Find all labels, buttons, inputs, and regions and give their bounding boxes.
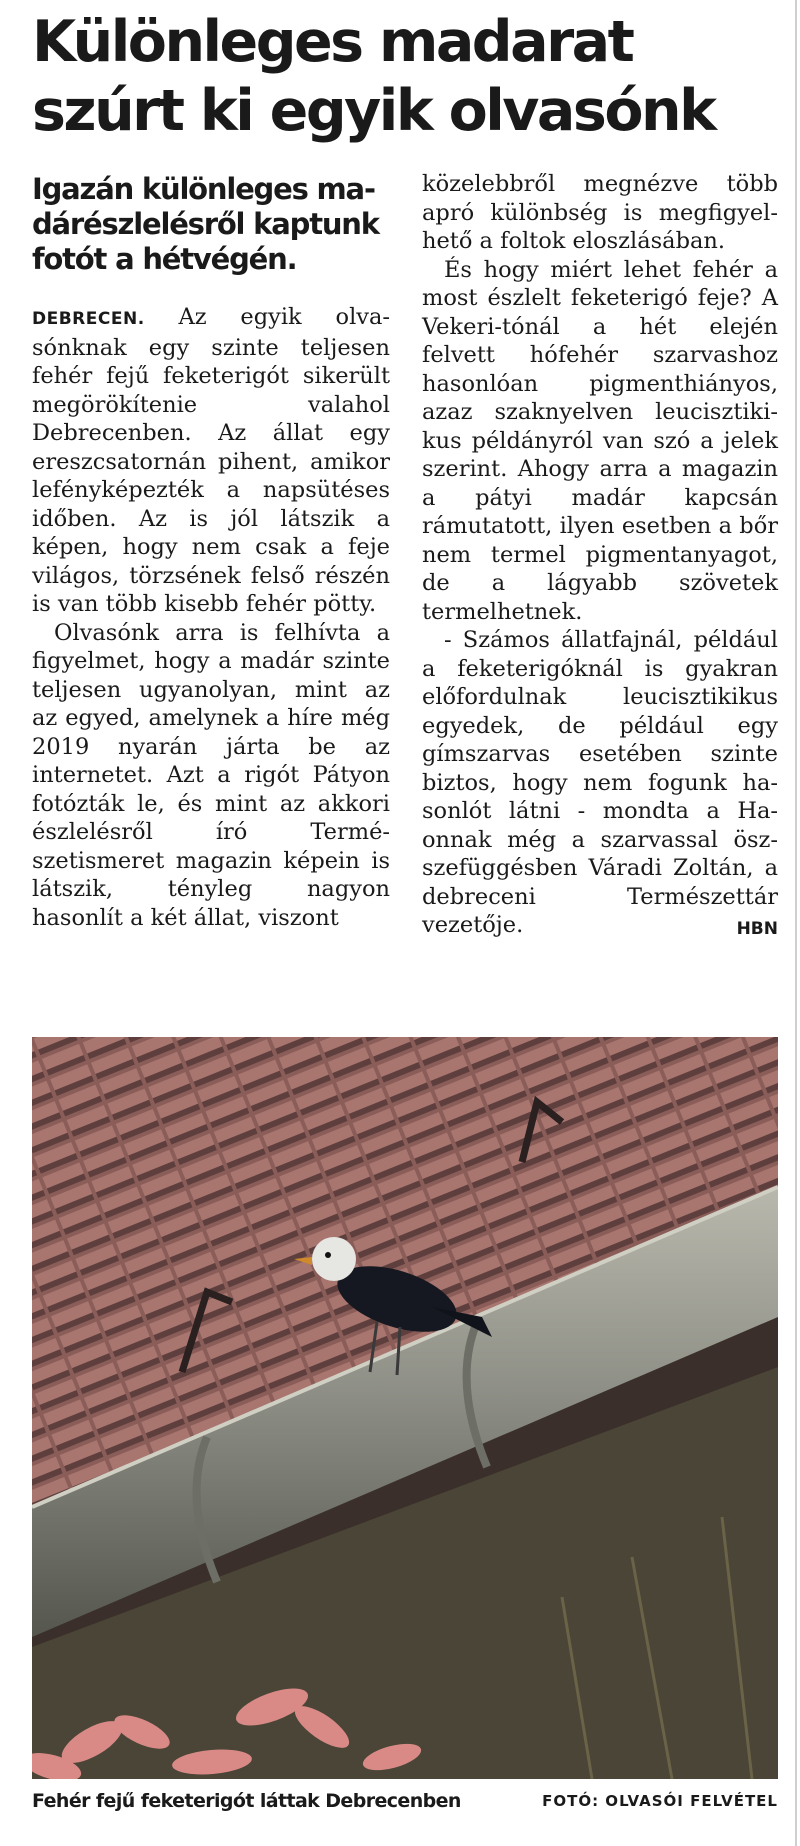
blackbird-on-gutter-photo (32, 1037, 778, 1779)
article-column-2 (422, 170, 778, 944)
page-edge-rule (795, 0, 797, 1846)
dateline: DEBRECEN. (32, 309, 145, 329)
article-paragraph: közelebbről megnézve több apró különbség is megfigyelhető a foltok eloszlásában. (422, 171, 778, 254)
article-paragraph (422, 626, 778, 940)
article-photo (32, 1037, 778, 1779)
author-signature: HBN (736, 919, 778, 939)
white-head (312, 1237, 356, 1281)
article-paragraph: És hogy miért lehet fehér a most észlelt feketerigó feje? A Vekeri-tónál a hét elején felvett hófehér szarvashoz hasonlóan pigmenthiányos, azaz szaknyelven leucisztikikus példányról van szó a jelek szerint. Ahogy arra a magazin a pátyi madár kapcsán rámutatott, ilyen esetben a bőr nem termel pigmentanyagot, de a lágyabb szövetek termelhetnek. (422, 256, 778, 625)
photo-credit: FOTÓ: OLVASÓI FELVÉTEL (542, 1792, 778, 1810)
lead-paragraph: Igazán különleges madárészlelésről kaptunk fotót a hétvégén. (32, 172, 379, 276)
article-paragraph (32, 303, 390, 619)
paragraph-text: - Számos állatfajnál, például a feketerigóknál is gyakran előfordulnak leucisztikikus egyedek, de például egy gímszarvas esetében szinte biztos, hogy nem fogunk hasonlót látni - mondta a Haonnak még a szarvassal öszszefüggésben Váradi Zoltán, a debreceni Természettár vezetője. (422, 627, 778, 938)
paragraph-text: Az egyik olvasónknak egy szinte teljesen fehér fejű feketerigót sikerült megörökítenie valahol Debrecenben. Az állat egy ereszcsatornán pihent, amikor lefényképezték a napsütéses időben. Az is jól látszik a képen, hogy nem csak a feje világos, törzsének felső részén is van több kisebb fehér pötty. (32, 304, 390, 617)
photo-caption: Fehér fejű feketerigót láttak Debrecenben (32, 1790, 461, 1812)
headline: Különleges madarat szúrt ki egyik olvasónk (32, 9, 715, 144)
article-paragraph: Olvasónk arra is felhívta a figyelmet, hogy a madár szinte teljesen ugyanolyan, mint az az egyed, amelynek a híre még 2019 nyarán járta be az internetet. Azt a rigót Pátyon fotózták le, és mint az akkori észlelésről író Természetismeret magazin képein is látszik, tényleg nagyon hasonlít a két állat, viszont (32, 619, 390, 931)
article-column-1 (32, 303, 390, 932)
